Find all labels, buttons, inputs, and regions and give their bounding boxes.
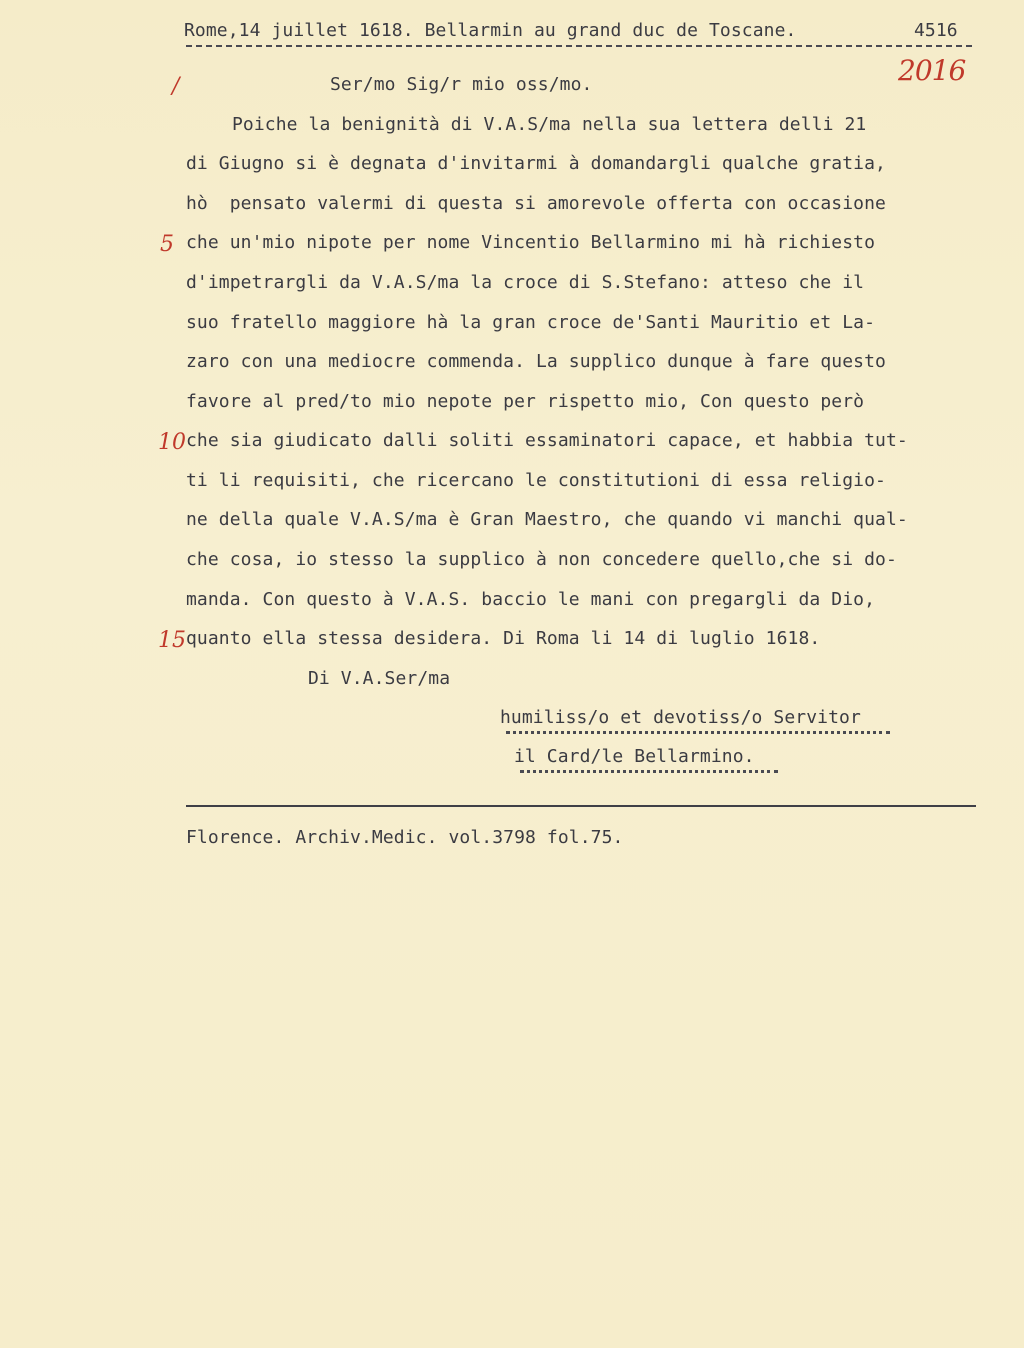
letter-line: hò pensato valermi di questa si amorevole offerta con occasione bbox=[186, 193, 886, 214]
letter-line: zaro con una mediocre commenda. La supplico dunque à fare questo bbox=[186, 351, 886, 372]
letter-line: favore al pred/to mio nepote per rispetto mio, Con questo però bbox=[186, 391, 865, 412]
archive-reference: Florence. Archiv.Medic. vol.3798 fol.75. bbox=[186, 827, 624, 848]
margin-mark-10: 10 bbox=[158, 430, 186, 455]
margin-mark-15: 15 bbox=[158, 628, 186, 653]
letter-line: Poiche la benignità di V.A.S/ma nella sua lettera delli 21 bbox=[232, 114, 867, 135]
page-number: 4516 bbox=[914, 20, 958, 41]
letter-line: d'impetrargli da V.A.S/ma la croce di S.Stefano: atteso che il bbox=[186, 272, 865, 293]
footer-rule bbox=[186, 805, 976, 807]
letter-line: ne della quale V.A.S/ma è Gran Maestro, che quando vi manchi qual- bbox=[186, 509, 908, 530]
letter-line: suo fratello maggiore hà la gran croce de'Santi Mauritio et La- bbox=[186, 312, 876, 333]
letter-line: che cosa, io stesso la supplico à non concedere quello,che si do- bbox=[186, 549, 897, 570]
letter-line: manda. Con questo à V.A.S. baccio le mani con pregargli da Dio, bbox=[186, 589, 876, 610]
letter-line: di Giugno si è degnata d'invitarmi à domandargli qualche gratia, bbox=[186, 153, 886, 174]
letter-line: ti li requisiti, che ricercano le constitutioni di essa religio- bbox=[186, 470, 886, 491]
letter-line: quanto ella stessa desidera. Di Roma li 14 di luglio 1618. bbox=[186, 628, 821, 649]
closing: Di V.A.Ser/ma bbox=[308, 668, 451, 689]
letter-line: che sia giudicato dalli soliti essaminatori capace, et habbia tut- bbox=[186, 430, 908, 451]
header-rule bbox=[186, 45, 972, 47]
margin-mark-5: 5 bbox=[160, 232, 174, 257]
signature-line-2: il Card/le Bellarmino. bbox=[514, 746, 755, 767]
signature-dotted-underline-1 bbox=[506, 731, 890, 734]
letter-line: che un'mio nipote per nome Vincentio Bellarmino mi hà richiesto bbox=[186, 232, 876, 253]
signature-line-1: humiliss/o et devotiss/o Servitor bbox=[500, 707, 861, 728]
salutation: Ser/mo Sig/r mio oss/mo. bbox=[330, 74, 593, 95]
margin-mark-1: / bbox=[172, 74, 180, 99]
signature-dotted-underline-2 bbox=[520, 770, 778, 773]
header-title: Rome,14 juillet 1618. Bellarmin au grand duc de Toscane. bbox=[184, 20, 797, 41]
handwritten-page-number: 2016 bbox=[898, 54, 966, 87]
